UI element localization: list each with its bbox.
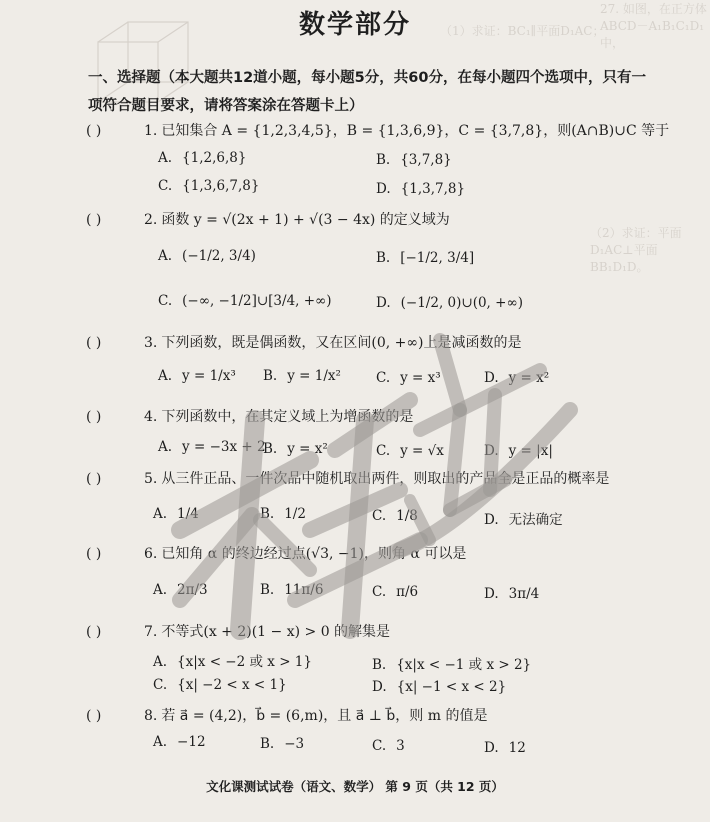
answer-paren: ( ) [86,546,102,562]
question-number: 4. [144,409,158,425]
option-a: A. (−1/2, 3/4) [158,248,256,264]
option-a: A. y = 1/x³ [158,368,236,384]
option-c: C. y = √x [376,443,444,459]
question-number: 6. [144,546,158,562]
option-a: A. −12 [153,734,206,750]
question-8 [86,705,487,725]
question-number: 7. [144,624,158,640]
question-6 [86,543,466,563]
answer-paren: ( ) [86,335,102,351]
option-a: A. {x|x < −2 或 x > 1} [153,654,312,670]
option-a: A. 2π/3 [153,582,208,598]
option-b: B. 11π/6 [260,582,324,598]
option-d: D. y = x² [484,370,550,386]
option-c: C. (−∞, −1/2]∪[3/4, +∞) [158,293,332,309]
question-number: 5. [144,471,158,487]
question-5 [86,468,609,488]
question-stem: 不等式(x + 2)(1 − x) > 0 的解集是 [161,624,391,640]
option-a: A. 1/4 [153,506,199,522]
option-d: D. y = |x| [484,443,553,459]
section-heading: 一、选择题（本大题共12道小题，每小题5分，共60分，在每小题四个选项中，只有一项符合题目要求，请将答案涂在答题卡上） [88,70,646,114]
option-b: B. [−1/2, 3/4] [376,250,475,266]
option-c: C. π/6 [372,584,419,600]
option-d: D. 无法确定 [484,512,563,528]
question-2 [86,209,450,229]
question-stem: 已知集合 A = {1,2,3,4,5}，B = {1,3,6,9}，C = {3,7,8}，则(A∩B)∪C 等于 [161,123,670,139]
option-b: B. {x|x < −1 或 x > 2} [372,657,532,673]
question-4 [86,406,413,426]
page-footer: 文化课测试试卷（语文、数学） 第 9 页（共 12 页） [206,779,504,794]
bleed-through-text: （2）求证：平面D₁AC⊥平面BB₁D₁D。 [590,226,682,274]
option-d: D. 12 [484,740,526,756]
answer-paren: ( ) [86,708,102,724]
option-b: B. −3 [260,736,305,752]
question-1 [86,120,669,140]
question-stem: 下列函数中，在其定义域上为增函数的是 [161,409,414,425]
question-number: 2. [144,212,158,228]
option-d: D. {1,3,7,8} [376,181,466,197]
option-d: D. 3π/4 [484,586,540,602]
question-stem: 已知角 α 的终边经过点(√3, −1)，则角 α 可以是 [161,546,467,562]
answer-paren: ( ) [86,123,102,139]
page-title: 数学部分 [298,10,411,40]
bleed-through-text: 27. 如图，在正方体 ABCD－A₁B₁C₁D₁中， [600,2,707,50]
bleed-through-text: （1）求证：BC₁∥平面D₁AC； [440,24,605,38]
option-b: B. y = 1/x² [263,368,341,384]
option-c: C. 1/8 [372,508,418,524]
question-stem: 下列函数，既是偶函数，又在区间(0, +∞)上是减函数的是 [161,335,522,351]
answer-paren: ( ) [86,212,102,228]
option-a: A. y = −3x + 2 [158,439,266,455]
option-c: C. {1,3,6,7,8} [158,178,260,194]
option-b: B. {3,7,8} [376,152,452,168]
option-c: C. {x| −2 < x < 1} [153,677,287,693]
answer-paren: ( ) [86,409,102,425]
answer-paren: ( ) [86,624,102,640]
question-stem: 从三件正品、一件次品中随机取出两件，则取出的产品全是正品的概率是 [161,471,610,487]
question-number: 1. [144,123,158,139]
option-d: D. (−1/2, 0)∪(0, +∞) [376,295,523,311]
question-stem: 函数 y = √(2x + 1) + √(3 − 4x) 的定义域为 [161,212,450,228]
question-7 [86,621,390,641]
option-a: A. {1,2,6,8} [158,150,247,166]
question-number: 8. [144,708,158,724]
option-b: B. 1/2 [260,506,306,522]
answer-paren: ( ) [86,471,102,487]
question-3 [86,332,521,352]
option-d: D. {x| −1 < x < 2} [372,679,507,695]
option-b: B. y = x² [263,441,328,457]
option-c: C. y = x³ [376,370,441,386]
question-stem: 若 a⃗ = (4,2)，b⃗ = (6,m)，且 a⃗ ⊥ b⃗，则 m 的值是 [161,708,488,724]
option-c: C. 3 [372,738,405,754]
question-number: 3. [144,335,158,351]
